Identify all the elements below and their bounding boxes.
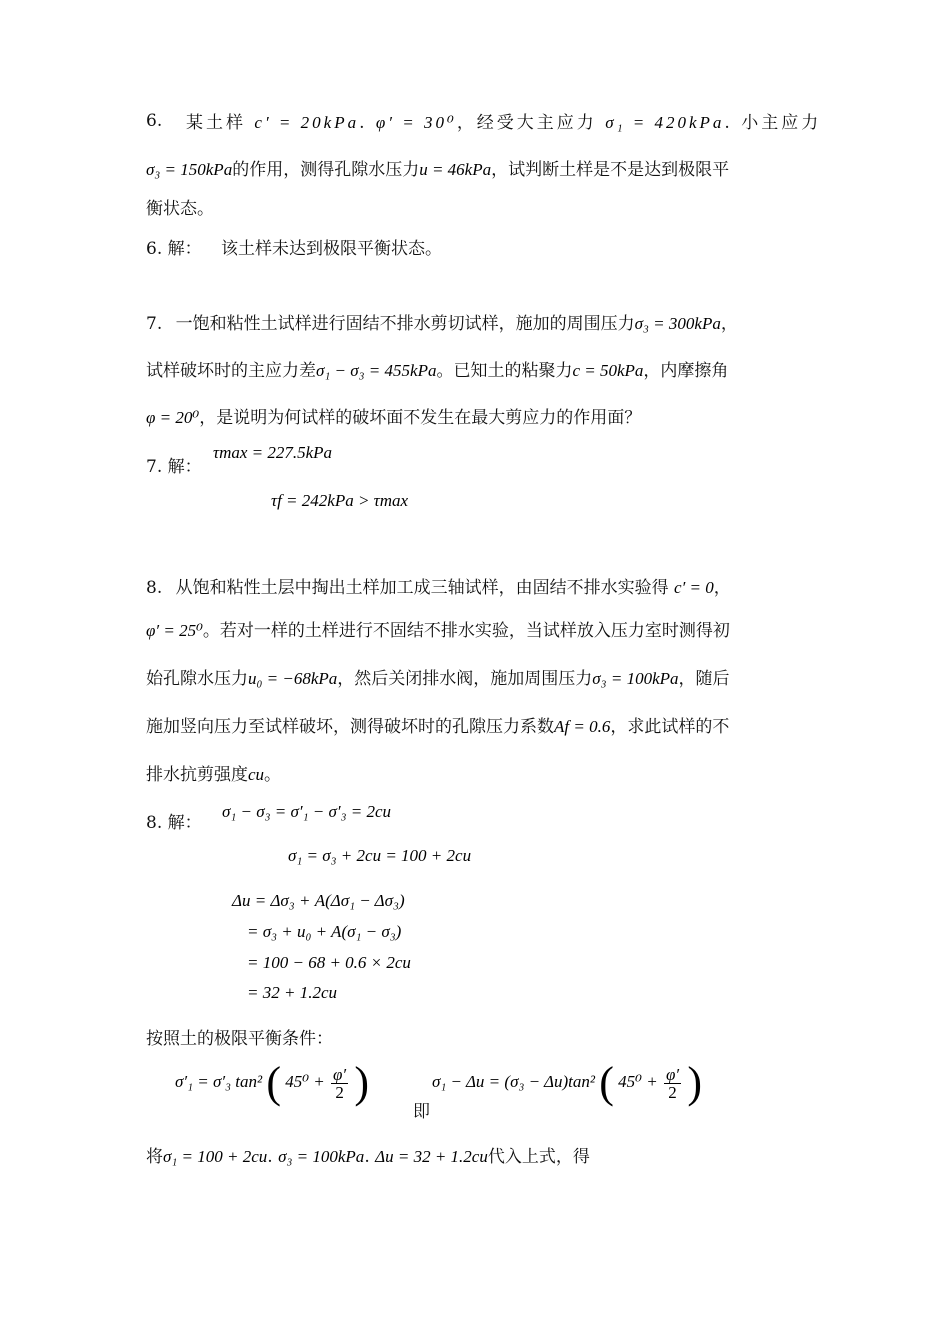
- p8-text: 排水抗剪强度: [146, 765, 248, 785]
- p6-text: ，试判断土样是不是达到极限平: [491, 160, 730, 180]
- p7-eq-tf: τf = 242kPa > τmax: [271, 491, 409, 510]
- p8-text: 将: [146, 1147, 163, 1167]
- p8-limit-fraction: [664, 1066, 681, 1101]
- p8-line1: [146, 573, 731, 598]
- p8-text: ，然后关闭排水阀，施加周围压力: [337, 669, 593, 689]
- p8-text: ，随后: [678, 669, 730, 689]
- p7-number: 7.: [146, 314, 163, 334]
- p8-limit-eq1-left: σ′₁ = σ′₃ tan²: [175, 1071, 263, 1091]
- p7-eq-tmax: τmax = 227.5kPa: [213, 443, 333, 462]
- p6-answer: [146, 234, 442, 259]
- p8-limit-eq2: [432, 1058, 702, 1107]
- p8-sub-eq2: σ₃ = 100kPa: [278, 1147, 365, 1166]
- p8-line4: [146, 712, 729, 737]
- p6-answer-label: 6. 解：: [146, 239, 202, 259]
- p6-text: ，经受大主应力: [456, 113, 597, 133]
- p8-sub-eq1: σ₁ = 100 + 2cu: [163, 1147, 268, 1166]
- p6-number: 6.: [146, 111, 163, 131]
- p8-text: 代入上式，得: [487, 1147, 590, 1167]
- p6-text: 某土样: [186, 113, 246, 133]
- p6-line2: [146, 155, 729, 180]
- p6-eq-s3: σ₃ = 150kPa: [146, 160, 233, 179]
- p8-limit-eq1: [175, 1058, 370, 1107]
- p8-text: 。: [264, 765, 282, 785]
- p8-sub-eq3: Δu = 32 + 1.2cu: [375, 1147, 488, 1166]
- p7-text: 。已知土的粘聚力: [436, 361, 573, 381]
- p6-text: . 小主应力: [724, 113, 822, 133]
- p8-limit-angle: 45⁰ +: [285, 1071, 325, 1091]
- p8-eq-u0: u₀ = −68kPa: [248, 669, 338, 688]
- p7-eq-diff: σ₁ − σ₃ = 455kPa: [316, 361, 437, 380]
- p8-text: 施加竖向压力至试样破坏，测得破坏时的孔隙压力系数: [146, 717, 554, 737]
- p7-line1: [146, 309, 738, 334]
- p6-eq-c: c′ = 20kPa: [254, 113, 360, 132]
- p6-line3: 衡状态。: [146, 199, 214, 219]
- p8-line5: [146, 760, 281, 785]
- p8-text: 。若对一样的土样进行不固结不排水实验，当试样放入压力室时测得初: [202, 621, 730, 641]
- p8-substitute-line: 将σ₁ = 100 + 2cu. σ₃ = 100kPa. Δu = 32 + 1.2cu代入上式，得: [146, 1147, 590, 1167]
- p7-eq-phi: φ = 20⁰: [146, 408, 200, 427]
- right-paren-icon: ): [354, 1058, 370, 1107]
- p8-text: 从饱和粘性土层中掏出土样加工成三轴试样，由固结不排水实验得: [175, 578, 669, 598]
- p8-eq-s3: σ₃ = 100kPa: [592, 669, 679, 688]
- p8-eq-af: Af = 0.6: [554, 717, 611, 736]
- left-paren-icon: (: [599, 1058, 614, 1107]
- p7-line3: [146, 403, 641, 428]
- p6-eq-u: u = 46kPa: [419, 160, 492, 179]
- fraction-denominator: 2: [668, 1082, 677, 1102]
- p6-text: 的作用，测得孔隙水压力: [232, 160, 420, 180]
- p8-eq3: Δu = Δσ₃ + A(Δσ₁ − Δσ₃): [232, 891, 405, 910]
- p7-text: ，: [720, 314, 738, 334]
- p6-eq-phi: φ′ = 30⁰: [375, 113, 457, 132]
- p8-eq2: σ₁ = σ₃ + 2cu = 100 + 2cu: [288, 846, 472, 865]
- p7-eq-s3: σ₃ = 300kPa: [634, 314, 721, 333]
- p6-eq-s1: σ₁ = 420kPa: [605, 113, 725, 132]
- p7-text: ，是说明为何试样的破坏面不发生在最大剪应力的作用面？: [199, 408, 642, 428]
- p6-answer-text: 该土样未达到极限平衡状态。: [221, 239, 443, 259]
- p8-eq1: σ₁ − σ₃ = σ′₁ − σ′₃ = 2cu: [222, 802, 392, 821]
- p8-limit-angle: 45⁰ +: [618, 1071, 658, 1091]
- p8-eq-cu: cu: [248, 765, 265, 784]
- p8-condition-label: 按照土的极限平衡条件：: [146, 1029, 333, 1049]
- p8-eq-c: c′ = 0: [674, 578, 714, 597]
- p8-eq4: = σ₃ + u₀ + A(σ₁ − σ₃): [247, 922, 402, 941]
- p7-text: 试样破坏时的主应力差: [146, 361, 316, 381]
- p6-line1: 某土样 c′ = 20kPa. φ′ = 30⁰，经受大主应力 σ₁ = 420kPa. 小主应力: [186, 113, 822, 133]
- p7-text: 一饱和粘性土试样进行固结不排水剪切试样，施加的周围压力: [175, 314, 635, 334]
- p7-text: ，内摩擦角: [643, 361, 729, 381]
- p8-limit-eq2-left: σ₁ − Δu = (σ₃ − Δu)tan²: [432, 1071, 595, 1091]
- right-paren-icon: ): [687, 1058, 702, 1107]
- p8-number: 8.: [146, 578, 163, 598]
- p8-text: ，求此试样的不: [610, 717, 730, 737]
- p8-eq-phi: φ′ = 25⁰: [146, 621, 203, 640]
- p8-limit-fraction: [331, 1066, 348, 1101]
- p8-answer-label: 8. 解：: [146, 813, 202, 833]
- p8-text: 始孔隙水压力: [146, 669, 248, 689]
- p7-answer-label: 7. 解：: [146, 457, 202, 477]
- fraction-numerator: φ′: [333, 1064, 347, 1084]
- p8-eq6: = 32 + 1.2cu: [247, 983, 337, 1002]
- p7-line2: [146, 356, 728, 381]
- p8-line2: [146, 616, 730, 641]
- p8-ji-text: 即: [413, 1102, 430, 1122]
- fraction-denominator: 2: [335, 1082, 344, 1102]
- p8-eq5: = 100 − 68 + 0.6 × 2cu: [247, 953, 411, 972]
- p8-line3: [146, 664, 730, 689]
- fraction-numerator: φ′: [665, 1064, 680, 1084]
- left-paren-icon: (: [266, 1058, 281, 1107]
- p8-text: ，: [713, 578, 731, 598]
- p7-eq-c: c = 50kPa: [572, 361, 644, 380]
